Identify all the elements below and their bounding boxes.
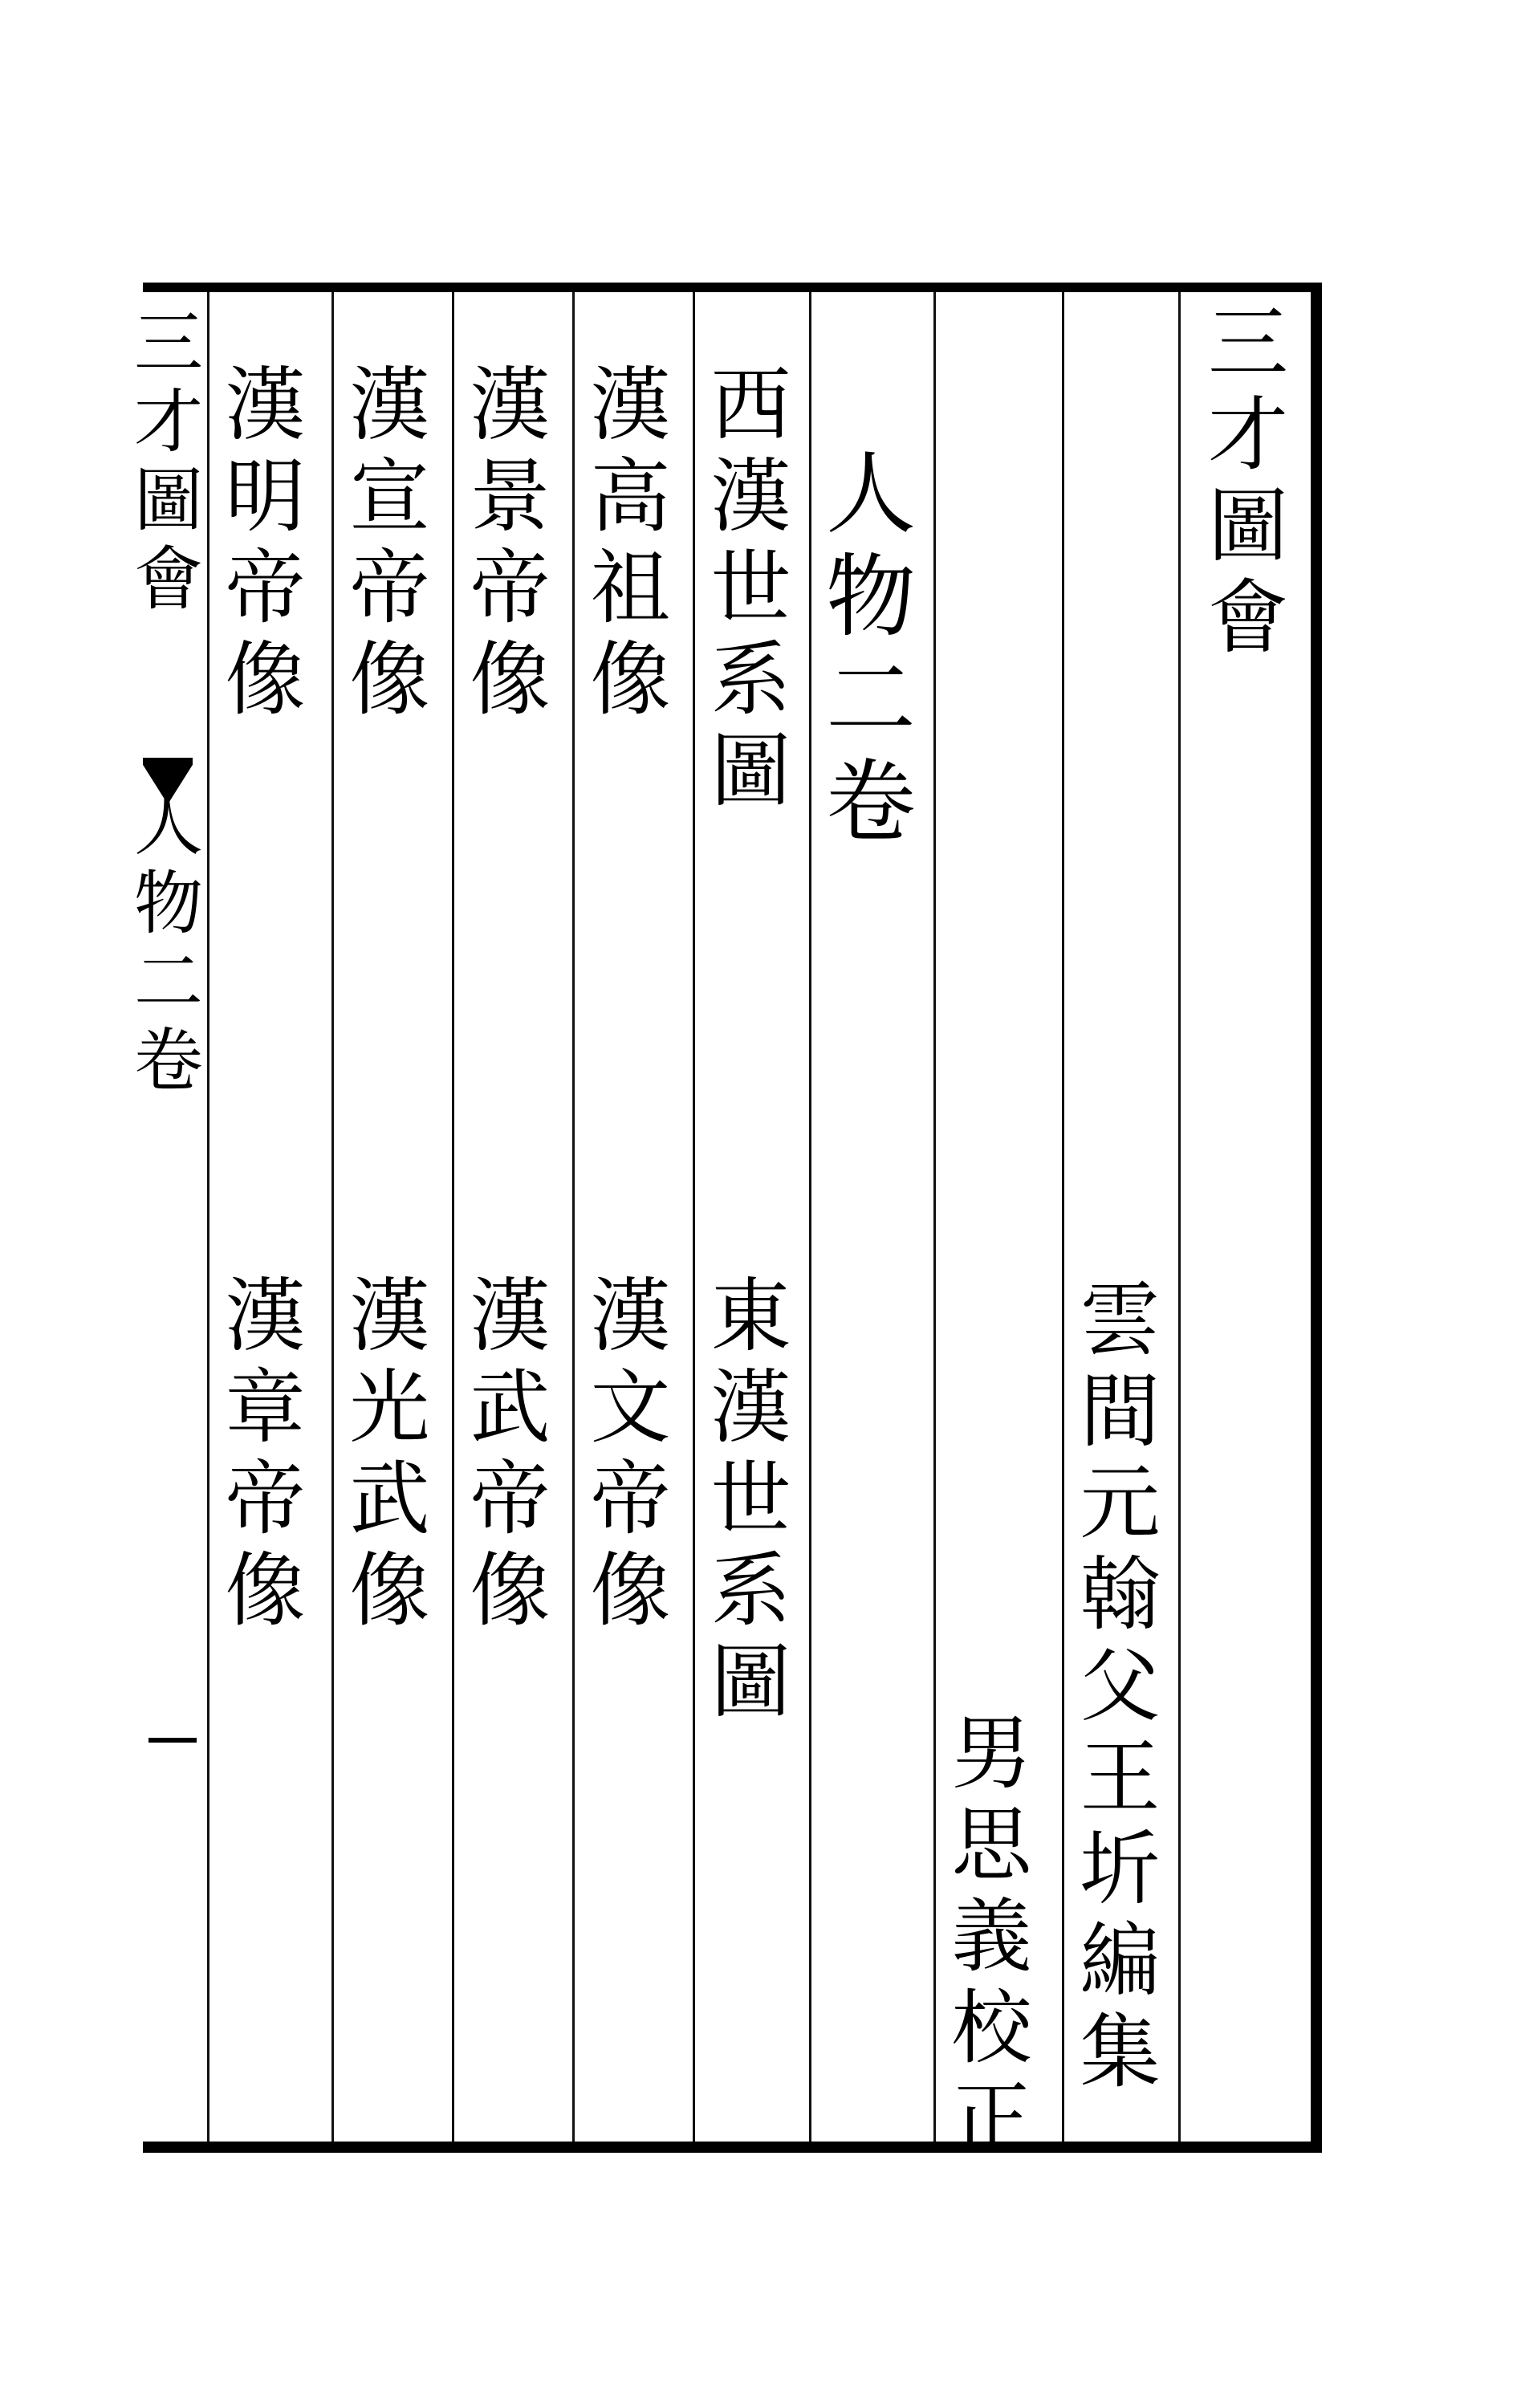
glyph: 像 [225,633,306,726]
glyph: 卷 [826,750,916,855]
glyph: 漢 [349,358,430,452]
glyph: 漢 [710,1361,791,1454]
glyph: 圖 [710,724,791,818]
glyph: 系 [710,633,791,726]
column-rule [452,292,454,2142]
frame-bottom-border [143,2142,1321,2153]
glyph: 人 [134,785,203,865]
glyph: 圻 [1080,1822,1161,1916]
glyph: 圖 [1208,479,1288,573]
glyph: 明 [225,449,306,543]
glyph: 帝 [470,541,551,635]
glyph: 景 [470,449,551,543]
glyph: 正 [951,2072,1032,2166]
glyph: 世 [710,1452,791,1546]
glyph: 漢 [590,358,671,452]
glyph: 義 [951,1889,1032,1983]
book-title [1200,296,1296,669]
glyph: 三 [1208,296,1288,390]
glyph: 會 [1208,571,1288,665]
glyph: 才 [1208,388,1288,482]
glyph: 卷 [134,1021,203,1101]
glyph: 二 [826,648,916,752]
glyph: 章 [225,1361,306,1454]
glyph: 祖 [590,541,671,635]
page-number-mark [148,1738,197,1743]
contents-item [344,358,436,731]
glyph: 男 [951,1706,1032,1800]
frame-top-border [143,283,1321,292]
contents-item [584,358,677,731]
glyph: 像 [349,633,430,726]
glyph: 帝 [349,541,430,635]
contents-item [464,358,556,731]
glyph: 系 [710,1544,791,1637]
glyph: 漢 [710,449,791,543]
glyph: 三 [134,303,203,384]
glyph: 帝 [225,1452,306,1546]
glyph: 光 [349,1361,430,1454]
glyph: 漢 [470,358,551,452]
glyph: 才 [134,382,203,462]
column-rule [207,292,209,2142]
glyph: 高 [590,449,671,543]
compiler-credit [1074,1273,1166,2104]
glyph: 雲 [1080,1273,1161,1367]
column-rule [1178,292,1181,2142]
column-rule [572,292,575,2142]
glyph: 漢 [470,1269,551,1363]
glyph: 集 [1080,2005,1161,2099]
margin-book-title [134,303,203,624]
glyph: 圖 [134,461,203,541]
glyph: 武 [349,1452,430,1546]
column-rule [693,292,695,2142]
glyph: 編 [1080,1914,1161,2007]
glyph: 父 [1080,1639,1161,1733]
column-rule [331,292,334,2142]
glyph: 間 [1080,1365,1161,1458]
contents-item [219,358,311,731]
proofreader-credit [946,1706,1038,2171]
glyph: 物 [826,545,916,649]
glyph: 校 [951,1981,1032,2075]
glyph: 會 [134,539,203,620]
glyph: 元 [1080,1456,1161,1550]
glyph: 人 [826,442,916,547]
glyph: 漢 [225,358,306,452]
contents-item [584,1269,677,1642]
glyph: 東 [710,1269,791,1363]
frame-right-border [1311,283,1322,2153]
glyph: 物 [134,864,203,944]
glyph: 二 [134,942,203,1023]
contents-item [344,1269,436,1642]
column-rule [933,292,936,2142]
glyph: 帝 [225,541,306,635]
contents-item [219,1269,311,1642]
glyph: 武 [470,1361,551,1454]
contents-item [705,358,797,823]
glyph: 西 [710,358,791,452]
glyph: 像 [225,1544,306,1637]
glyph: 王 [1080,1731,1161,1824]
glyph: 像 [349,1544,430,1637]
column-rule [809,292,811,2142]
glyph: 漢 [225,1269,306,1363]
glyph: 像 [590,1544,671,1637]
margin-volume [134,785,203,1105]
contents-item [705,1269,797,1734]
volume-title [823,442,919,860]
glyph: 思 [951,1798,1032,1892]
glyph: 帝 [590,1452,671,1546]
glyph: 漢 [349,1269,430,1363]
glyph: 翰 [1080,1548,1161,1641]
glyph: 像 [590,633,671,726]
contents-item [464,1269,556,1642]
glyph: 漢 [590,1269,671,1363]
glyph: 世 [710,541,791,635]
glyph: 宣 [349,449,430,543]
glyph: 文 [590,1361,671,1454]
glyph [134,1702,203,1771]
glyph: 像 [470,633,551,726]
glyph: 圖 [710,1635,791,1729]
glyph: 像 [470,1544,551,1637]
column-rule [1062,292,1064,2142]
glyph: 帝 [470,1452,551,1546]
